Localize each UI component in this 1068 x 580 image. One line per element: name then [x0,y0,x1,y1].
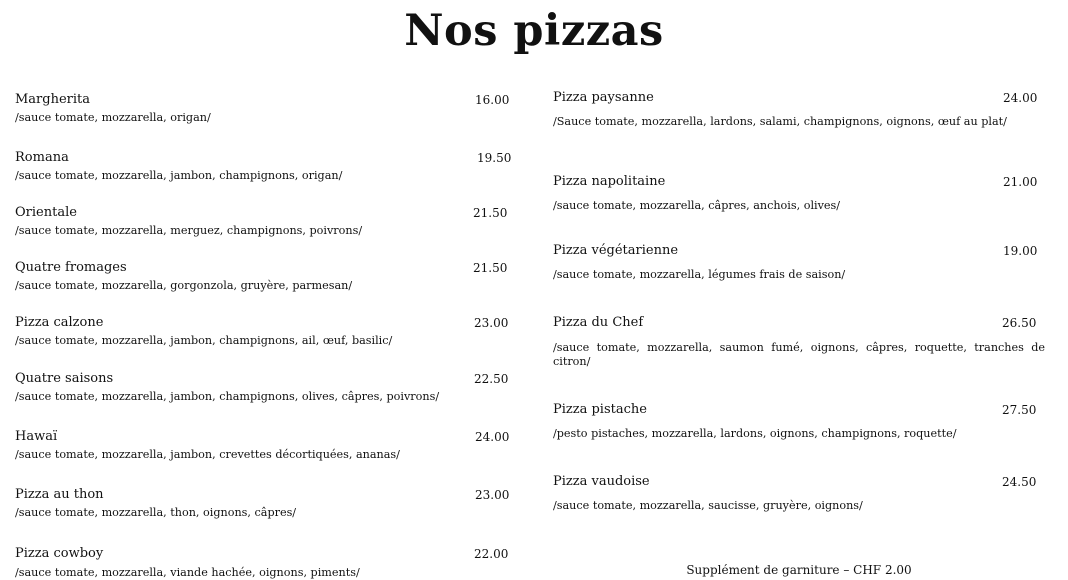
item-name: Quatre saisons [15,371,114,386]
item-price: 19.50 [477,151,512,165]
item-name: Pizza cowboy [15,546,104,561]
item-name: Pizza paysanne [553,90,654,105]
item-price: 21.00 [1003,175,1038,189]
item-description: /sauce tomate, mozzarella, gorgonzola, gruyère, parmesan/ [15,279,353,292]
item-price: 23.00 [475,488,510,502]
item-price: 24.00 [475,430,510,444]
item-description: /sauce tomate, mozzarella, viande hachée, oignons, piments/ [15,566,360,579]
item-name: Quatre fromages [15,260,127,275]
item-name: Pizza végétarienne [553,243,679,258]
topping-supplement-note: Supplément de garniture – CHF 2.00 [686,563,912,577]
item-name: Pizza pistache [553,402,647,417]
item-price: 23.00 [474,316,509,330]
item-description: /sauce tomate, mozzarella, jambon, champignons, olives, câpres, poivrons/ [15,390,440,403]
item-name: Pizza du Chef [553,315,644,330]
item-price: 22.50 [474,372,509,386]
item-description: /Sauce tomate, mozzarella, lardons, salami, champignons, oignons, œuf au plat/ [553,115,1007,128]
item-price: 21.50 [473,206,508,220]
item-price: 26.50 [1002,316,1037,330]
item-description: /sauce tomate, mozzarella, jambon, crevettes décortiquées, ananas/ [15,448,400,461]
item-name: Pizza napolitaine [553,174,666,189]
item-description: /sauce tomate, mozzarella, origan/ [15,111,211,124]
item-name: Pizza au thon [15,487,104,502]
item-name: Hawaï [15,429,58,444]
item-description: /sauce tomate, mozzarella, jambon, champignons, ail, œuf, basilic/ [15,334,393,347]
item-price: 21.50 [473,261,508,275]
item-name: Pizza calzone [15,315,104,330]
item-description: /sauce tomate, mozzarella, jambon, champignons, origan/ [15,169,343,182]
item-description: /sauce tomate, mozzarella, merguez, champignons, poivrons/ [15,224,363,237]
item-description: /sauce tomate, mozzarella, légumes frais de saison/ [553,268,846,281]
item-name: Margherita [15,92,91,107]
item-description: /pesto pistaches, mozzarella, lardons, oignons, champignons, roquette/ [553,427,957,440]
item-price: 24.00 [1003,91,1038,105]
item-description: /sauce tomate, mozzarella, câpres, anchois, olives/ [553,199,841,212]
item-name: Romana [15,150,69,165]
item-price: 19.00 [1003,244,1038,258]
page-title: Nos pizzas [404,6,664,56]
item-price: 22.00 [474,547,509,561]
item-price: 27.50 [1002,403,1037,417]
item-price: 16.00 [475,93,510,107]
item-description: /sauce tomate, mozzarella, thon, oignons, câpres/ [15,506,297,519]
item-price: 24.50 [1002,475,1037,489]
item-description: /sauce tomate, mozzarella, saumon fumé, oignons, câpres, roquette, tranches de citron/ [553,341,1045,368]
item-description: /sauce tomate, mozzarella, saucisse, gruyère, oignons/ [553,499,863,512]
item-name: Orientale [15,205,77,220]
item-name: Pizza vaudoise [553,474,650,489]
